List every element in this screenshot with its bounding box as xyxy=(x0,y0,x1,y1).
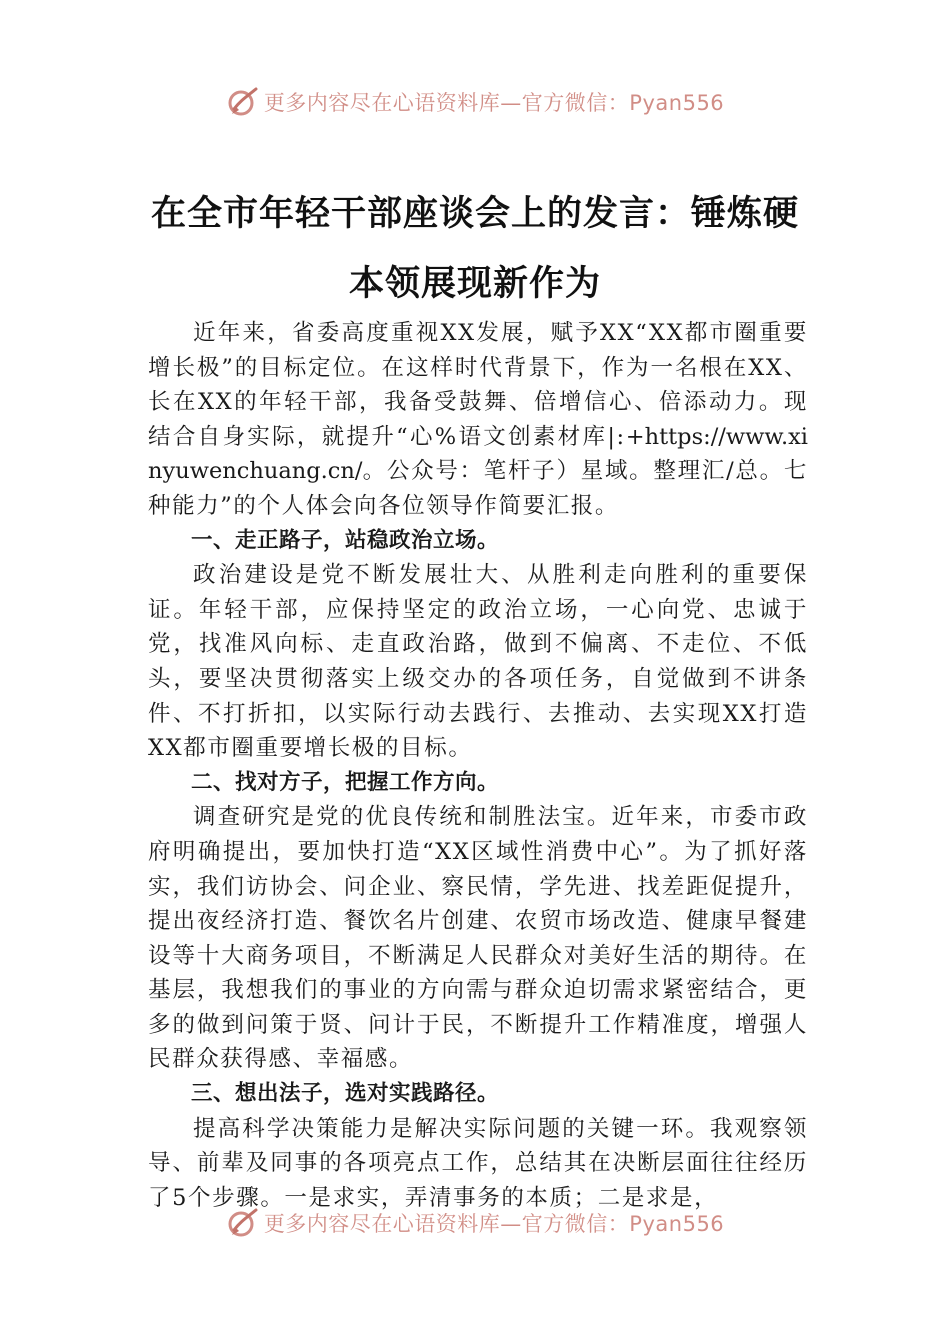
section-paragraph-2: 调查研究是党的优良传统和制胜法宝。近年来，市委市政府明确提出，要加快打造“XX区域性消费中心”。为了抓好落实，我们访协会、问企业、察民情，学先进、找差距促提升，提出夜经济打造、餐饮名片创建、农贸市场改造、健康早餐建设等十大商务项目，不断满足人民群众对美好生活的期待。在基层，我想我们的事业的方向需与群众迫切需求紧密结合，更多的做到问策于贤、问计于民，不断提升工作精准度，增强人民群众获得感、幸福感。 xyxy=(148,804,808,1073)
watermark-footer xyxy=(0,1203,950,1243)
intro-text-a: 近年来，省委高度重视XX发展，赋予XX“XX都市圈重要增长极”的目标定位。在这样时代背景下，作为一名根在XX、长在XX的年轻干部，我备受鼓舞、倍增信心、倍添动力。现结合自身实际，就提升“心%语文创素材库|: xyxy=(148,320,808,450)
section-heading-2: 二、找对方子，把握工作方向。 xyxy=(191,769,500,795)
brush-pen-logo-icon xyxy=(226,1206,260,1240)
intro-text-b: 。公众号：笔杆子）星域。整理汇/总。七种能力”的个人体会向各位领导作简要汇报。 xyxy=(148,458,808,519)
watermark-text: 更多内容尽在心语资料库—官方微信：Pyan556 xyxy=(263,91,725,115)
intro-paragraph xyxy=(148,316,808,524)
watermark-header xyxy=(0,82,950,122)
brush-pen-logo-icon xyxy=(226,85,260,119)
document-title-line-2: 本领展现新作为 xyxy=(348,263,601,304)
section-paragraph-1: 政治建设是党不断发展壮大、从胜利走向胜利的重要保证。年轻干部，应保持坚定的政治立场，一心向党、忠诚于党，找准风向标、走直政治路，做到不偏离、不走位、不低头，要坚决贯彻落实上级交办的各项任务，自觉做到不讲条件、不打折扣，以实际行动去践行、去推动、去实现XX打造XX都市圈重要增长极的目标。 xyxy=(148,562,808,762)
section-heading-3: 三、想出法子，选对实践路径。 xyxy=(191,1081,500,1107)
watermark-text: 更多内容尽在心语资料库—官方微信：Pyan556 xyxy=(263,1212,725,1236)
section-heading-1: 一、走正路子，站稳政治立场。 xyxy=(191,527,500,553)
section-paragraph-3: 提高科学决策能力是解决实际问题的关键一环。我观察领导、前辈及同事的各项亮点工作，总结其在决断层面往往经历了5个步骤。一是求实，弄清事务的本质；二是求是， xyxy=(148,1115,808,1211)
document-body xyxy=(148,316,808,1215)
intro-url-text: +https://www.xinyuwenchuang.cn/ xyxy=(148,423,808,485)
document-title-line-1: 在全市年轻干部座谈会上的发言：锤炼硬 xyxy=(150,193,799,234)
